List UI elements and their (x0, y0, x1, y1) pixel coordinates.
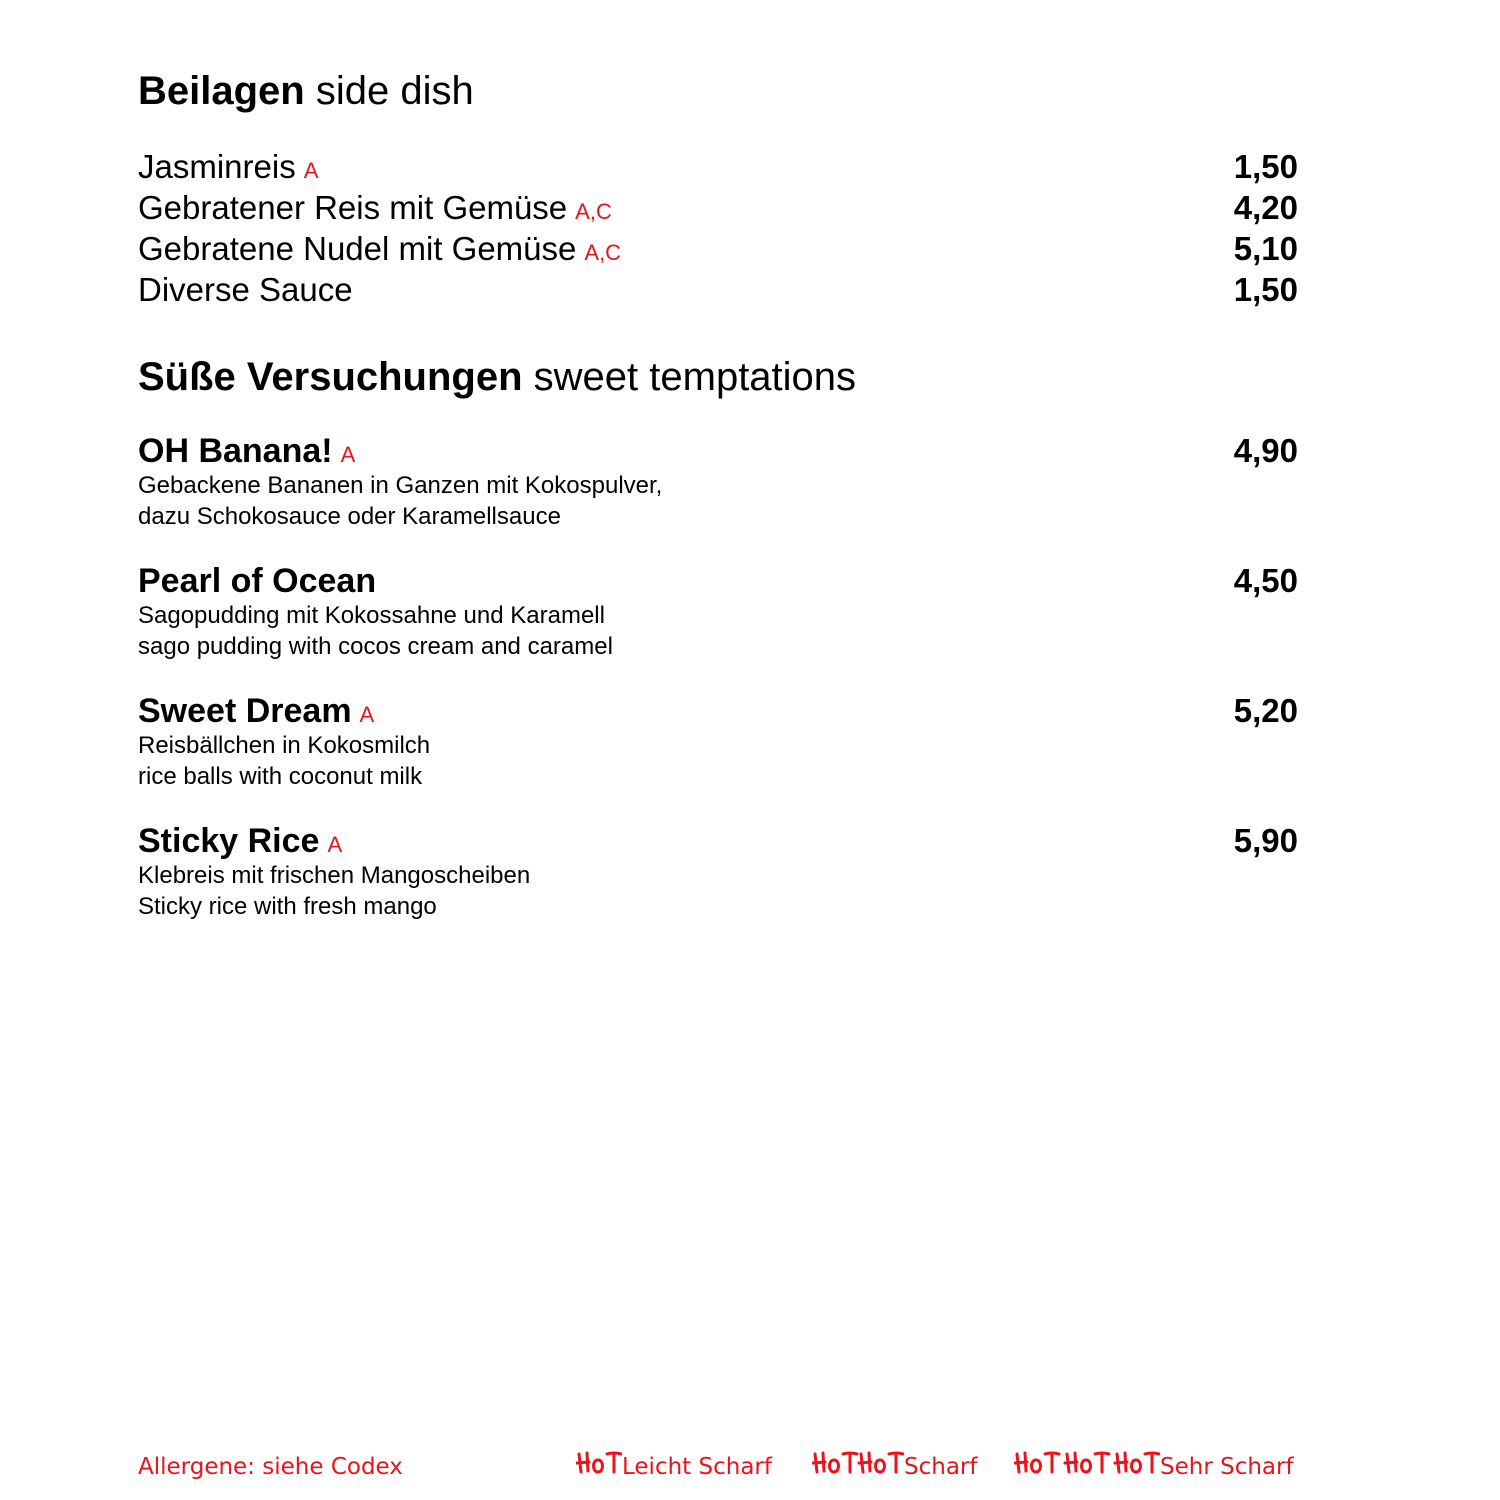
item-name: Sweet Dream (138, 692, 352, 730)
spice-legend-medium (812, 1448, 977, 1488)
hot-pepper-icon (812, 1448, 904, 1478)
allergen-code: A (327, 832, 343, 857)
item-description-de: Sagopudding mit Kokossahne und Karamell (138, 602, 605, 629)
item-description-en: rice balls with coconut milk (138, 763, 423, 790)
item-price: 4,20 (1233, 189, 1298, 226)
item-name: Jasminreis (138, 148, 296, 185)
menu-item-row (138, 269, 1298, 310)
item-price: 5,10 (1233, 230, 1298, 267)
section-title-english: sweet temptations (533, 355, 857, 399)
item-name: Sticky Rice (138, 822, 320, 860)
section-title-sweet-temptations (138, 354, 856, 400)
section-title-side-dish (138, 68, 474, 114)
item-description-de: Reisbällchen in Kokosmilch (138, 732, 431, 759)
item-price: 5,90 (1233, 822, 1298, 859)
dessert-item (138, 690, 1298, 792)
spice-label: Leicht Scharf (622, 1454, 772, 1480)
section-title-german: Süße Versuchungen (138, 355, 523, 399)
item-description-en: Sticky rice with fresh mango (138, 893, 437, 920)
allergen-note: Allergene: siehe Codex (138, 1454, 403, 1480)
menu-item-row (138, 146, 1298, 187)
hot-pepper-icon (1014, 1448, 1160, 1478)
item-name: Gebratener Reis mit Gemüse (138, 189, 568, 226)
dessert-item (138, 820, 1298, 922)
spice-label: Scharf (904, 1454, 978, 1480)
menu-page (138, 0, 1298, 1500)
item-description-line2: dazu Schokosauce oder Karamellsauce (138, 503, 561, 530)
dessert-item (138, 430, 1298, 532)
item-name: OH Banana! (138, 432, 333, 470)
dessert-item (138, 560, 1298, 662)
allergen-code: A,C (575, 199, 612, 224)
item-price: 1,50 (1233, 271, 1298, 308)
side-dish-list (138, 146, 1298, 310)
item-price: 4,90 (1233, 432, 1298, 469)
allergen-code: A (340, 442, 356, 467)
item-name: Gebratene Nudel mit Gemüse (138, 230, 577, 267)
hot-pepper-icon (576, 1448, 622, 1478)
item-name: Diverse Sauce (138, 271, 353, 308)
menu-footer (138, 1448, 1298, 1488)
item-price: 4,50 (1233, 562, 1298, 599)
item-description-en: sago pudding with cocos cream and caramel (138, 633, 613, 660)
menu-item-row (138, 228, 1298, 269)
section-title-english: side dish (315, 69, 474, 113)
item-name: Pearl of Ocean (138, 562, 377, 600)
item-price: 5,20 (1233, 692, 1298, 729)
item-description-de: Gebackene Bananen in Ganzen mit Kokospulver, (138, 472, 663, 499)
spice-label: Sehr Scharf (1160, 1454, 1294, 1480)
spice-legend-hot (1014, 1448, 1294, 1488)
allergen-code: A,C (584, 240, 622, 265)
item-price: 1,50 (1233, 148, 1298, 185)
allergen-code: A (359, 702, 375, 727)
allergen-code: A (303, 158, 319, 183)
spice-legend-mild (576, 1448, 772, 1488)
menu-item-row (138, 187, 1298, 228)
item-description-de: Klebreis mit frischen Mangoscheiben (138, 862, 531, 889)
section-title-german: Beilagen (138, 69, 305, 113)
